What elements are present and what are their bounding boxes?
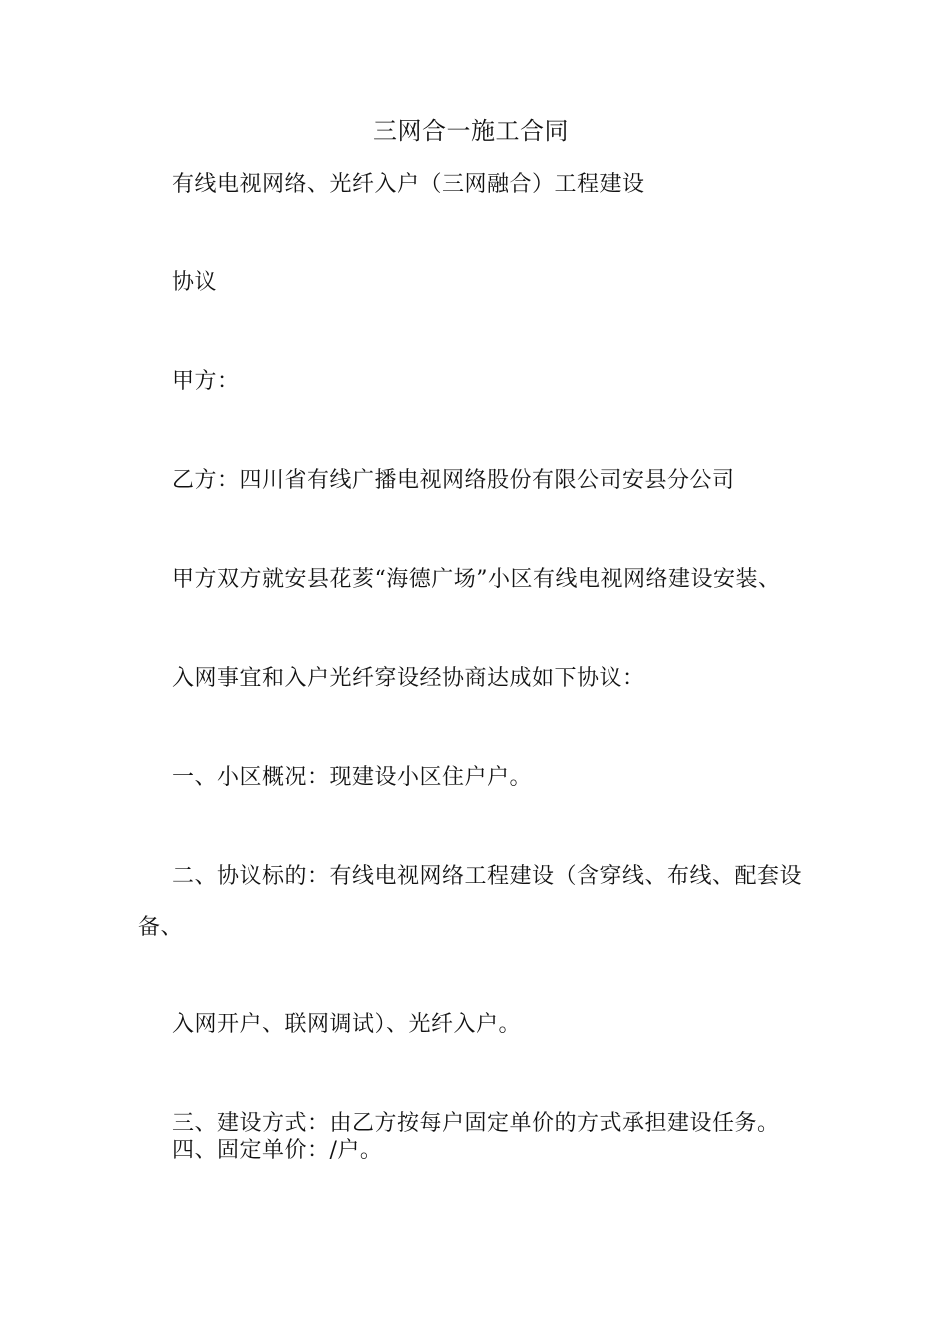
paragraph-line: 有线电视网络、光纤入户（三网融合）工程建设 [172,172,645,197]
paragraph-line: 四、固定单价：/户。 [172,1138,383,1163]
paragraph-line: 乙方：四川省有线广播电视网络股份有限公司安县分公司 [172,468,735,493]
paragraph-line: 备、 [138,915,184,940]
document-title: 三网合一施工合同 [373,117,569,145]
paragraph-line: 甲方： [172,369,240,394]
paragraph-line: 三、建设方式：由乙方按每户固定单价的方式承担建设任务。 [172,1111,780,1136]
paragraph-line: 协议 [172,270,218,295]
paragraph-line: 入网开户、联网调试）、光纤入户。 [172,1012,522,1037]
paragraph-line: 甲方双方就安县花荄“海德广场”小区有线电视网络建设安装、 [172,567,781,592]
paragraph-line: 入网事宜和入户光纤穿设经协商达成如下协议： [172,666,645,691]
paragraph-line: 二、协议标的：有线电视网络工程建设（含穿线、布线、配套设 [172,864,803,889]
paragraph-line: 一、小区概况：现建设小区住户户。 [172,765,533,790]
